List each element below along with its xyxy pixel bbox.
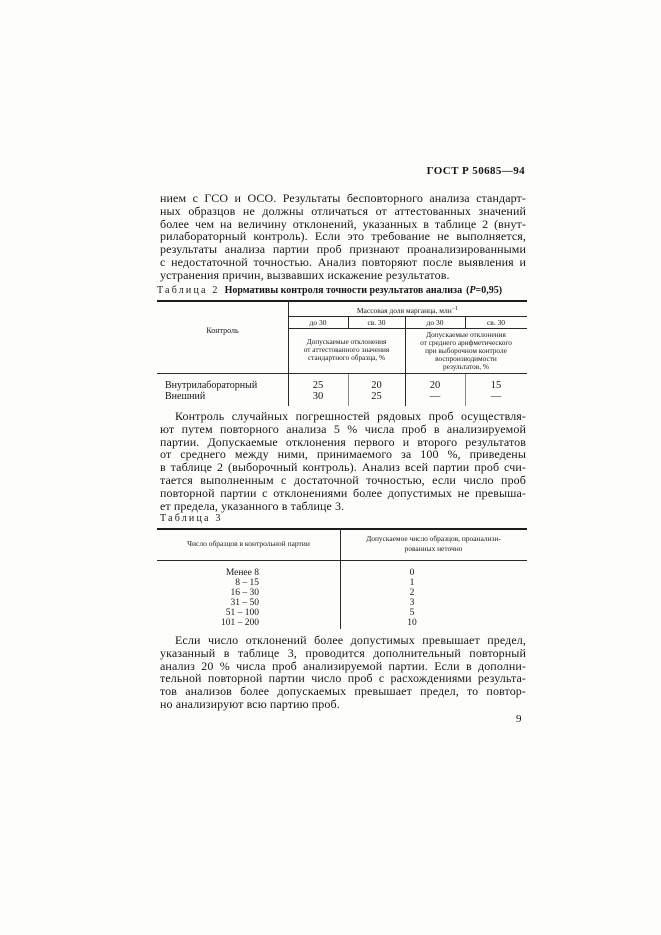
column-header-sample-count: Число образцов в контрольной партии — [187, 539, 310, 548]
text-line: ют путем повторного анализа 5 % числа проб в анализируемой — [160, 421, 526, 436]
sample-range: 51 – 100 — [225, 608, 259, 618]
table-cell: — — [429, 391, 441, 402]
page-number: 9 — [516, 713, 522, 725]
paragraph-random-error-control — [160, 410, 526, 512]
text-line: более чем на величину отклонений, указанных в таблице 2 (внут- — [160, 216, 526, 231]
subcolumn-header: св. 30 — [486, 318, 506, 327]
table-rule — [157, 373, 527, 374]
allowed-count: 1 — [409, 578, 415, 588]
table-2 — [157, 300, 527, 406]
table-2-label: Таблица 2 — [157, 285, 220, 296]
document-designation: ГОСТ Р 50685—94 — [426, 165, 525, 177]
text-line: устранения причин, вызвавших искажение результатов. — [160, 267, 450, 282]
sample-range: 31 – 50 — [230, 598, 259, 608]
table-cell: 20 — [429, 380, 441, 391]
sample-range: 8 – 15 — [235, 578, 259, 588]
text-line: с недостаточной точностью. Анализ повторяют после выявления и — [160, 254, 526, 269]
table-cell: 30 — [312, 391, 324, 402]
paragraph-standard-samples — [160, 192, 526, 282]
table-rule — [348, 316, 349, 328]
subcolumn-header: св. 30 — [367, 318, 386, 327]
sample-range: 16 – 30 — [230, 588, 259, 598]
text-line: партии. Допускаемые отклонения первого и второго результатов — [160, 434, 526, 449]
text-line: анализ 20 % числа проб анализируемой партии. Если в дополни- — [160, 658, 526, 673]
table-3-caption — [160, 513, 228, 524]
paragraph-repeat-analysis — [160, 634, 526, 711]
description-line: от среднего арифметического — [420, 338, 512, 347]
description-line: при выборочном контроле — [425, 346, 507, 355]
allowed-count: 10 — [407, 618, 417, 628]
text-line: тается выполненным с достаточной точностью, если число проб — [160, 472, 526, 487]
description-line: Допускаемые отклонения — [426, 330, 506, 339]
text-line: тов анализов более допускаемых превышает предел, то повтор- — [160, 684, 526, 699]
text-line: Контроль случайных погрешностей рядовых проб осуществля- — [175, 409, 526, 423]
table-cell: — — [490, 391, 502, 402]
table-cell: 15 — [490, 380, 502, 391]
table-rule — [157, 560, 527, 561]
header-line: рованных неточно — [404, 544, 463, 553]
sample-range: Менее 8 — [225, 568, 259, 578]
allowed-count: 3 — [409, 598, 415, 608]
text-line: результаты анализа партии проб признают проанализированными — [160, 242, 526, 257]
column-header-control: Контроль — [206, 326, 239, 335]
description-selective-control-deviation — [405, 331, 527, 371]
text-line: указанный в таблице 3, проводится дополнительный повторный — [160, 645, 526, 660]
table-2-title: Нормативы контроля точности результатов анализа — [224, 285, 463, 296]
table-cell: 20 — [371, 380, 382, 391]
subcolumn-header: до 30 — [309, 318, 327, 327]
table-rule — [157, 528, 527, 530]
text-line: от среднего между ними, принимаемого за 100 %, приведены — [160, 447, 526, 462]
column-group-header — [288, 303, 527, 317]
table-rule — [288, 328, 527, 329]
table-rule — [465, 316, 466, 328]
description-line: от аттестованного значения — [303, 345, 390, 354]
table-rule — [157, 300, 527, 302]
table-2-probability-symbol: P — [469, 285, 476, 296]
row-label-internal: Внутрилабораторный — [165, 380, 258, 391]
table-2-caption — [157, 285, 502, 296]
table-2-probability-value: =0,95) — [475, 285, 503, 296]
sample-range: 101 – 200 — [221, 618, 259, 628]
text-line: рилабораторный контроль). Если это требование не выполняется, — [160, 229, 526, 244]
allowed-count: 5 — [409, 608, 415, 618]
text-line: нием с ГСО и ОСО. Результаты бесповторного анализа стандарт- — [160, 191, 526, 205]
text-line: ных образцов не должны отличаться от аттестованных значений — [160, 203, 526, 218]
text-line: Если число отклонений более допустимых превышает предел, — [175, 633, 526, 647]
row-label-external: Внешний — [165, 391, 206, 402]
subcolumn-header: до 30 — [426, 318, 444, 327]
description-standard-sample-deviation — [288, 338, 405, 362]
allowed-count: 0 — [409, 568, 415, 578]
table-cell: 25 — [312, 380, 324, 391]
table-cell: 25 — [371, 391, 382, 402]
table-3-label: Таблица 3 — [160, 513, 223, 524]
description-line: результатов, % — [443, 362, 489, 371]
column-group-header-text: Массовая доля марганца, млн — [356, 306, 452, 315]
text-line: ет предела, указанного в таблице 3. — [160, 498, 345, 513]
description-line: Допускаемые отклонения — [306, 337, 387, 346]
text-line: повторной партии с отклонениями более допустимых не превыша- — [160, 485, 526, 500]
text-line: тельной повторной партии число проб с расхождениями результа- — [160, 671, 526, 686]
unit-exponent: −1 — [451, 306, 459, 312]
description-line: стандартного образца, % — [307, 353, 386, 362]
column-header-allowed-count — [340, 534, 527, 554]
text-line: в таблице 2 (выборочный контроль). Анализ всей партии проб счи- — [160, 460, 526, 475]
text-line: но анализируют всю партию проб. — [160, 696, 340, 711]
allowed-count: 2 — [409, 588, 415, 598]
description-line: воспроизводимости — [435, 354, 497, 363]
table-3 — [157, 528, 527, 629]
table-2-condition-open: ( — [466, 285, 470, 296]
header-line: Допускаемое число образцов, проанализи- — [366, 534, 501, 543]
